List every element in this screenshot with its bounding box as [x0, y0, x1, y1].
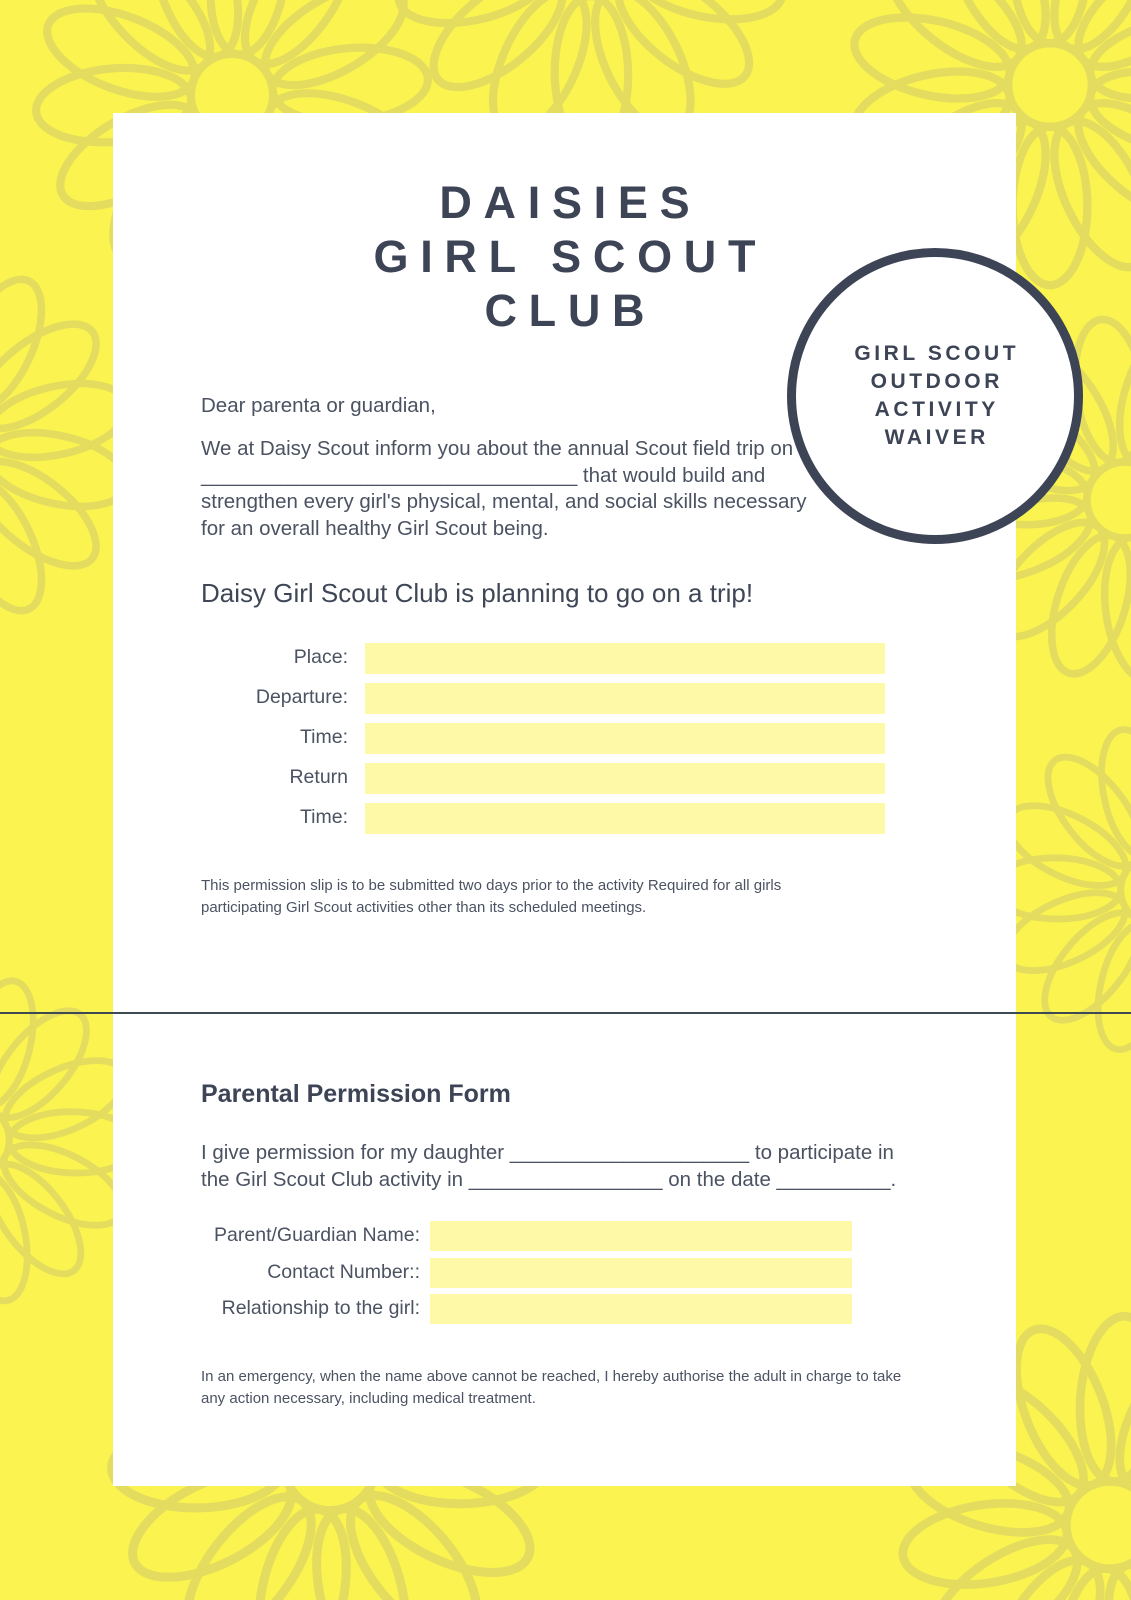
departure-input[interactable]	[365, 683, 885, 714]
badge-line-1: GIRL SCOUT	[854, 342, 1020, 365]
letter-body	[201, 436, 807, 542]
salutation: Dear parenta or guardian,	[201, 394, 436, 417]
relationship-label: Relationship to the girl:	[221, 1297, 420, 1319]
permission-heading: Parental Permission Form	[201, 1080, 511, 1108]
title-line-1: DAISIES	[439, 177, 702, 228]
trip-note	[201, 875, 781, 918]
waiver-badge	[787, 248, 1083, 544]
return-time-label: Time:	[299, 806, 348, 828]
return-label: Return	[289, 766, 348, 788]
letter-body-line-4: for an overall healthy Girl Scout being.	[201, 516, 549, 540]
title-line-2: GIRL SCOUT	[373, 231, 768, 282]
trip-note-line-2: participating Girl Scout activities other than its scheduled meetings.	[201, 898, 647, 916]
contact-number-input[interactable]	[430, 1258, 852, 1288]
badge-line-2: OUTDOOR	[870, 370, 1003, 393]
title-line-3: CLUB	[484, 285, 657, 336]
departure-label: Departure:	[255, 686, 348, 708]
permission-body-line-1: I give permission for my daughter _____________________ to participate in	[201, 1141, 894, 1164]
relationship-input[interactable]	[430, 1294, 852, 1324]
time-input[interactable]	[365, 723, 885, 754]
trip-heading: Daisy Girl Scout Club is planning to go on a trip!	[201, 578, 754, 608]
permission-body-line-2: the Girl Scout Club activity in _________________ on the date __________.	[201, 1168, 897, 1191]
parent-name-label: Parent/Guardian Name:	[214, 1224, 420, 1246]
letter-body-line-1: We at Daisy Scout inform you about the annual Scout field trip on	[201, 437, 794, 460]
place-label: Place:	[293, 646, 348, 668]
time-label: Time:	[299, 726, 348, 748]
letter-body-line-2: _________________________________ that would build and	[201, 463, 766, 487]
trip-note-line-1: This permission slip is to be submitted two days prior to the activity Required for all girls	[201, 877, 782, 894]
return-time-input[interactable]	[365, 803, 885, 834]
permission-body	[201, 1139, 896, 1193]
return-input[interactable]	[365, 763, 885, 794]
contact-number-label: Contact Number::	[267, 1261, 420, 1283]
letter-body-line-3: strengthen every girl's physical, mental, and social skills necessary	[201, 490, 807, 513]
page-divider-line	[0, 1012, 1131, 1014]
place-input[interactable]	[365, 643, 885, 674]
badge-line-3: ACTIVITY	[874, 398, 999, 421]
emergency-note-line-2: any action necessary, including medical treatment.	[201, 1389, 536, 1407]
emergency-note	[201, 1366, 901, 1409]
emergency-note-line-1: In an emergency, when the name above cannot be reached, I hereby authorise the adult in charge to take	[201, 1368, 902, 1385]
parent-name-input[interactable]	[430, 1221, 852, 1251]
badge-line-4: WAIVER	[884, 426, 989, 449]
